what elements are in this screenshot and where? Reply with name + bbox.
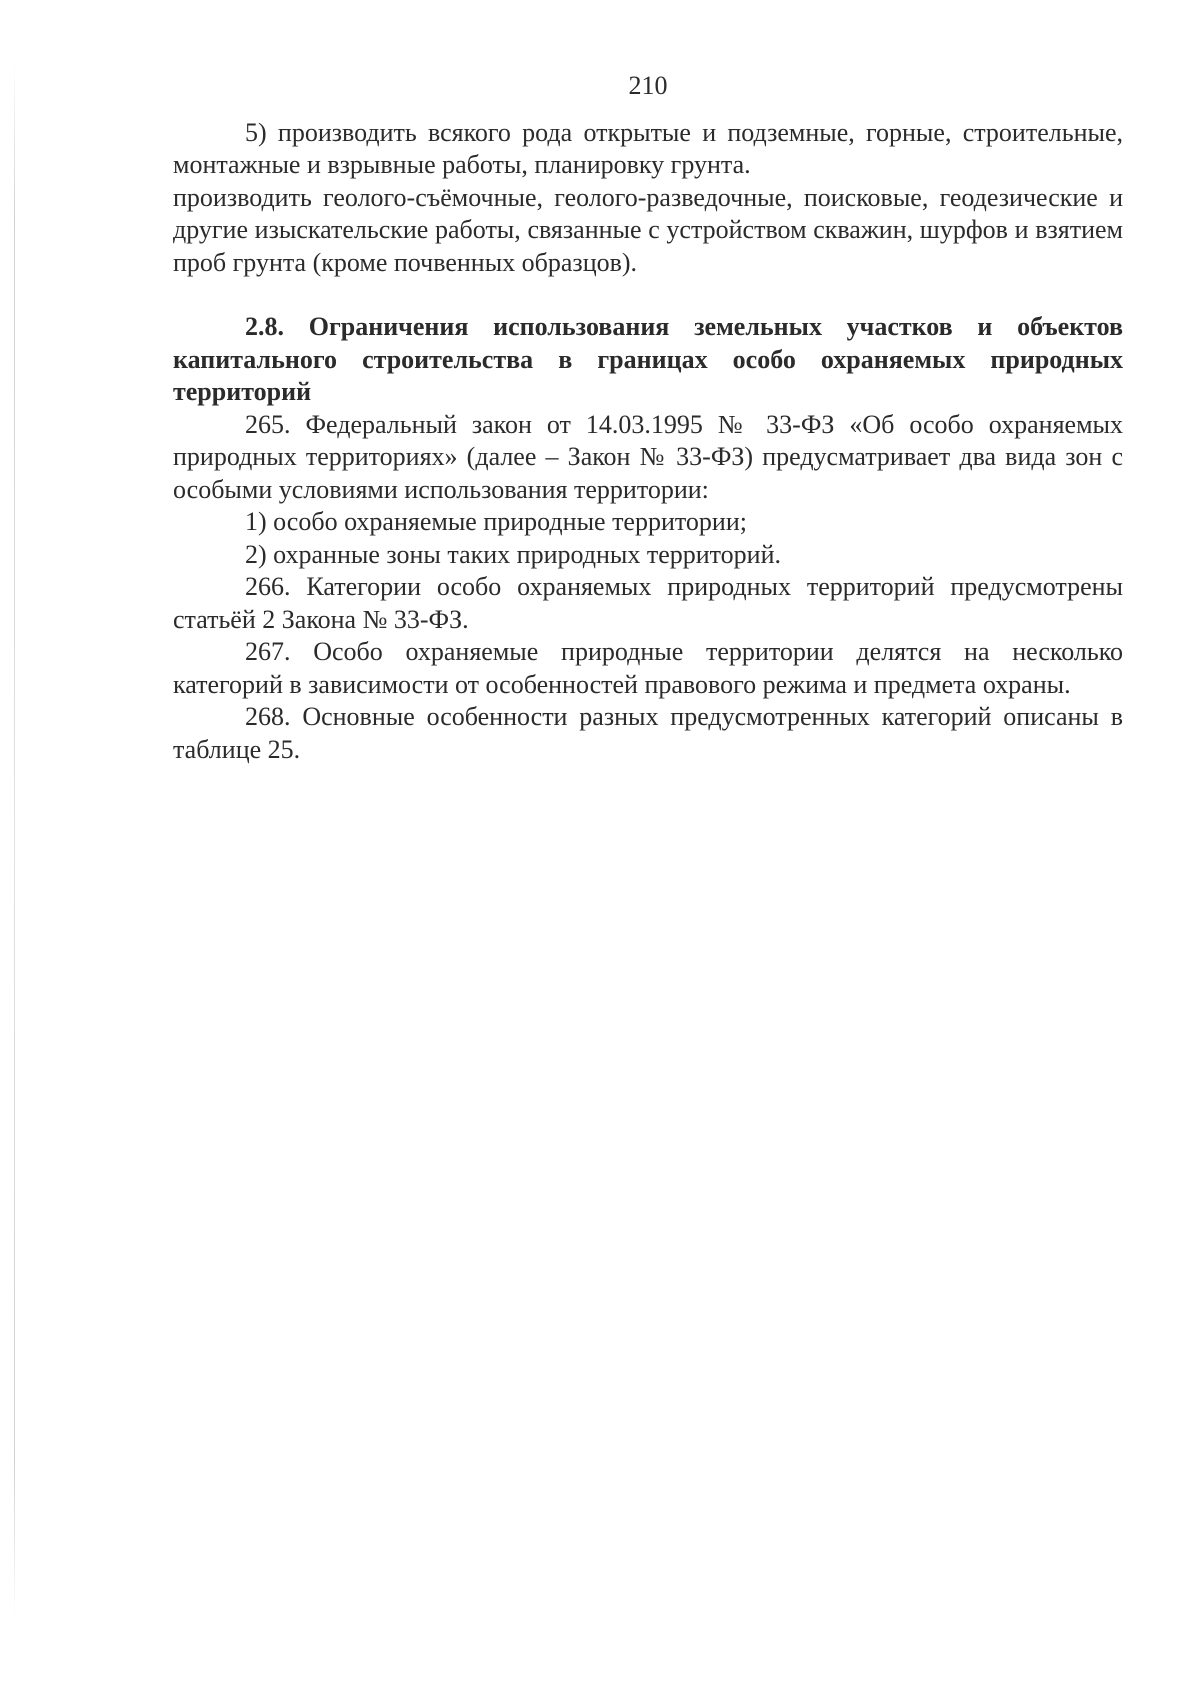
list-item-2: 2) охранные зоны таких природных территорий.: [245, 539, 782, 569]
list-item-1: 1) особо охраняемые природные территории;: [245, 507, 747, 536]
paragraph-item-5: 5) производить всякого рода открытые и подземные, горные, строительные, монтажные и взрывные работы, планировку грунта.: [173, 117, 1123, 179]
paragraph-267: 267. Особо охраняемые природные территории делятся на несколько категорий в зависимости от особенностей правового режима и предмета охраны.: [173, 637, 1123, 699]
paragraph-268: 268. Основные особенности разных предусмотренных категорий описаны в таблице 25.: [173, 702, 1123, 764]
section-heading: 2.8. Ограничения использования земельных участков и объектов капитального строительства в границах особо охраняемых природных территорий: [173, 312, 1123, 406]
page-number: 210: [628, 71, 668, 100]
paragraph-266: 266. Категории особо охраняемых природных территорий предусмотрены статьёй 2 Закона № 33-ФЗ.: [173, 572, 1123, 634]
paragraph-survey-works: производить геолого-съёмочные, геолого-разведочные, поисковые, геодезические и другие изыскательские работы, связанные с устройством скважин, шурфов и взятием проб грунта (кроме почвенных образцов).: [173, 182, 1123, 277]
paragraph-265: 265. Федеральный закон от 14.03.1995 № 33-ФЗ «Об особо охраняемых природных территориях» (далее – Закон № 33-ФЗ) предусматривает два вида зон с особыми условиями использования территории:: [173, 409, 1123, 504]
scan-edge-line: [14, 60, 15, 1620]
document-page: [173, 70, 1123, 766]
